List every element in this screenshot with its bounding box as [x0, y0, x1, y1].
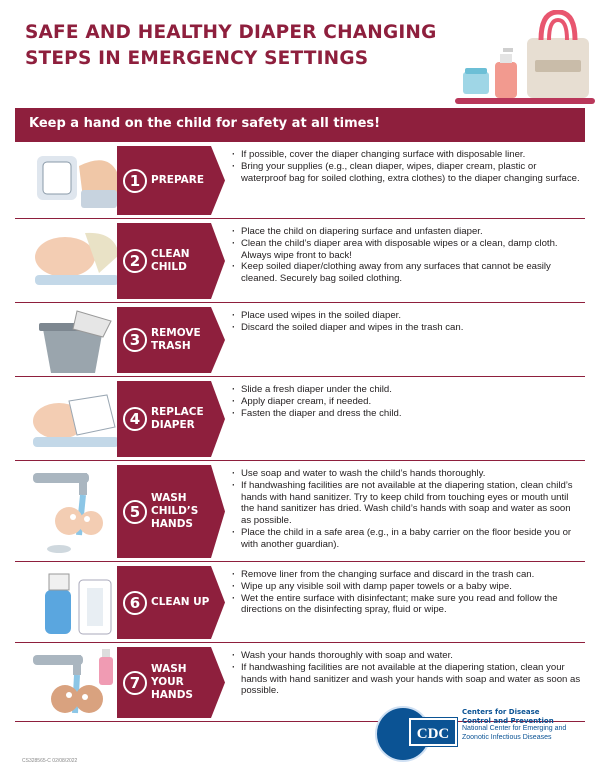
- instruction-item: · Slide a fresh diaper under the child.: [231, 384, 583, 396]
- step-label: [117, 647, 225, 718]
- instruction-item: · If handwashing facilities are not available at the diapering station, clean your hands with hand sanitizer and wash your hands with soap and water as soon as possible.: [231, 662, 583, 697]
- step-name: REPLACE: [151, 406, 204, 418]
- trash-can-icon: [29, 307, 122, 373]
- step-row: [15, 461, 585, 562]
- instruction-item: · Place the child on diapering surface and unfasten diaper.: [231, 226, 583, 238]
- step-name: YOUR: [151, 676, 184, 688]
- washing-hands-icon: [29, 647, 122, 718]
- step-instructions: [231, 310, 583, 334]
- step-row: [15, 562, 585, 643]
- step-name: TRASH: [151, 340, 191, 352]
- step-row: [15, 377, 585, 461]
- step-name: HANDS: [151, 518, 193, 530]
- instruction-item: · If handwashing facilities are not available at the diapering station, clean child’s hands with hand sanitizer. Try to keep child from touching eyes or mouth until the hand sanitizer has dried. Wash child’s hands with soap and water as soon as possible.: [231, 480, 583, 527]
- step-instructions: [231, 226, 583, 285]
- step-instructions: [231, 569, 583, 616]
- step-label: [117, 223, 225, 299]
- step-name: PREPARE: [151, 174, 205, 186]
- step-instructions: [231, 468, 583, 551]
- washing-child-hands-icon: [29, 465, 122, 558]
- instruction-item: · Keep soiled diaper/clothing away from any surfaces that cannot be easily cleaned. Securely bag soiled clothing.: [231, 261, 583, 285]
- step-label: [117, 566, 225, 639]
- instruction-item: · Fasten the diaper and dress the child.: [231, 408, 583, 420]
- step-row: [15, 219, 585, 303]
- document-code: CS328565-C 02/08/2022: [22, 758, 78, 764]
- fresh-diaper-icon: [29, 381, 122, 457]
- instruction-item: · Remove liner from the changing surface and discard in the trash can.: [231, 569, 583, 581]
- title-line-1: SAFE AND HEALTHY DIAPER CHANGING: [25, 22, 437, 43]
- diaper-bag-supplies-illustration: [455, 10, 595, 105]
- agency-line-2: Control and Prevention: [462, 716, 554, 725]
- safety-banner: [15, 108, 585, 142]
- agency-line-3: National Center for Emerging and: [462, 725, 567, 732]
- step-number: 3: [123, 328, 147, 352]
- step-label: [117, 307, 225, 373]
- step-number: 6: [123, 591, 147, 615]
- agency-line-1: Centers for Disease: [462, 708, 540, 716]
- step-number: 1: [123, 169, 147, 193]
- agency-line-4: Zoonotic Infectious Diseases: [462, 733, 552, 741]
- step-name: REMOVE: [151, 327, 201, 339]
- step-instructions: [231, 650, 583, 697]
- instruction-item: · Bring your supplies (e.g., clean diaper, wipes, diaper cream, plastic or waterproof bag for soiled clothing, extra clothes) to the diaper changing surface.: [231, 161, 583, 185]
- step-number: 4: [123, 407, 147, 431]
- page-title: [25, 20, 445, 72]
- step-name: CLEAN UP: [151, 596, 210, 608]
- banner-text: Keep a hand on the child for safety at all times!: [29, 116, 381, 131]
- step-name: WASH: [151, 492, 187, 504]
- step-name: CHILD: [151, 261, 187, 273]
- instruction-item: · Discard the soiled diaper and wipes in the trash can.: [231, 322, 583, 334]
- step-name: CHILD’S: [151, 505, 199, 517]
- instruction-item: · Wipe up any visible soil with damp paper towels or a baby wipe.: [231, 581, 583, 593]
- instruction-item: · Wet the entire surface with disinfectant; make sure you read and follow the directions on the disinfecting spray, fluid or wipe.: [231, 593, 583, 617]
- cleaning-child-icon: [29, 223, 122, 299]
- step-label: [117, 381, 225, 457]
- instruction-item: · Apply diaper cream, if needed.: [231, 396, 583, 408]
- step-number: 7: [123, 671, 147, 695]
- step-name: CLEAN: [151, 248, 190, 260]
- instruction-item: · Wash your hands thoroughly with soap and water.: [231, 650, 583, 662]
- title-line-2: STEPS IN EMERGENCY SETTINGS: [25, 48, 369, 69]
- instruction-item: · If possible, cover the diaper changing surface with disposable liner.: [231, 149, 583, 161]
- instruction-item: · Place the child in a safe area (e.g., in a baby carrier on the floor beside you or with another guardian).: [231, 527, 583, 551]
- step-number: 2: [123, 249, 147, 273]
- step-row: [15, 142, 585, 219]
- instruction-item: · Clean the child’s diaper area with disposable wipes or a clean, damp cloth. Always wipe front to back!: [231, 238, 583, 262]
- step-name: WASH: [151, 663, 187, 675]
- diaper-supplies-icon: [29, 146, 122, 215]
- instruction-item: · Place used wipes in the soiled diaper.: [231, 310, 583, 322]
- steps-list: [15, 142, 585, 722]
- step-label: [117, 465, 225, 558]
- cdc-logo: CDC: [409, 718, 457, 746]
- step-instructions: [231, 384, 583, 419]
- step-instructions: [231, 149, 583, 184]
- step-row: [15, 303, 585, 377]
- instruction-item: · Use soap and water to wash the child’s hands thoroughly.: [231, 468, 583, 480]
- disinfectant-spray-icon: [29, 566, 122, 639]
- step-number: 5: [123, 500, 147, 524]
- agency-name: [462, 708, 592, 742]
- step-name: DIAPER: [151, 419, 195, 431]
- step-label: [117, 146, 225, 215]
- step-name: HANDS: [151, 689, 193, 701]
